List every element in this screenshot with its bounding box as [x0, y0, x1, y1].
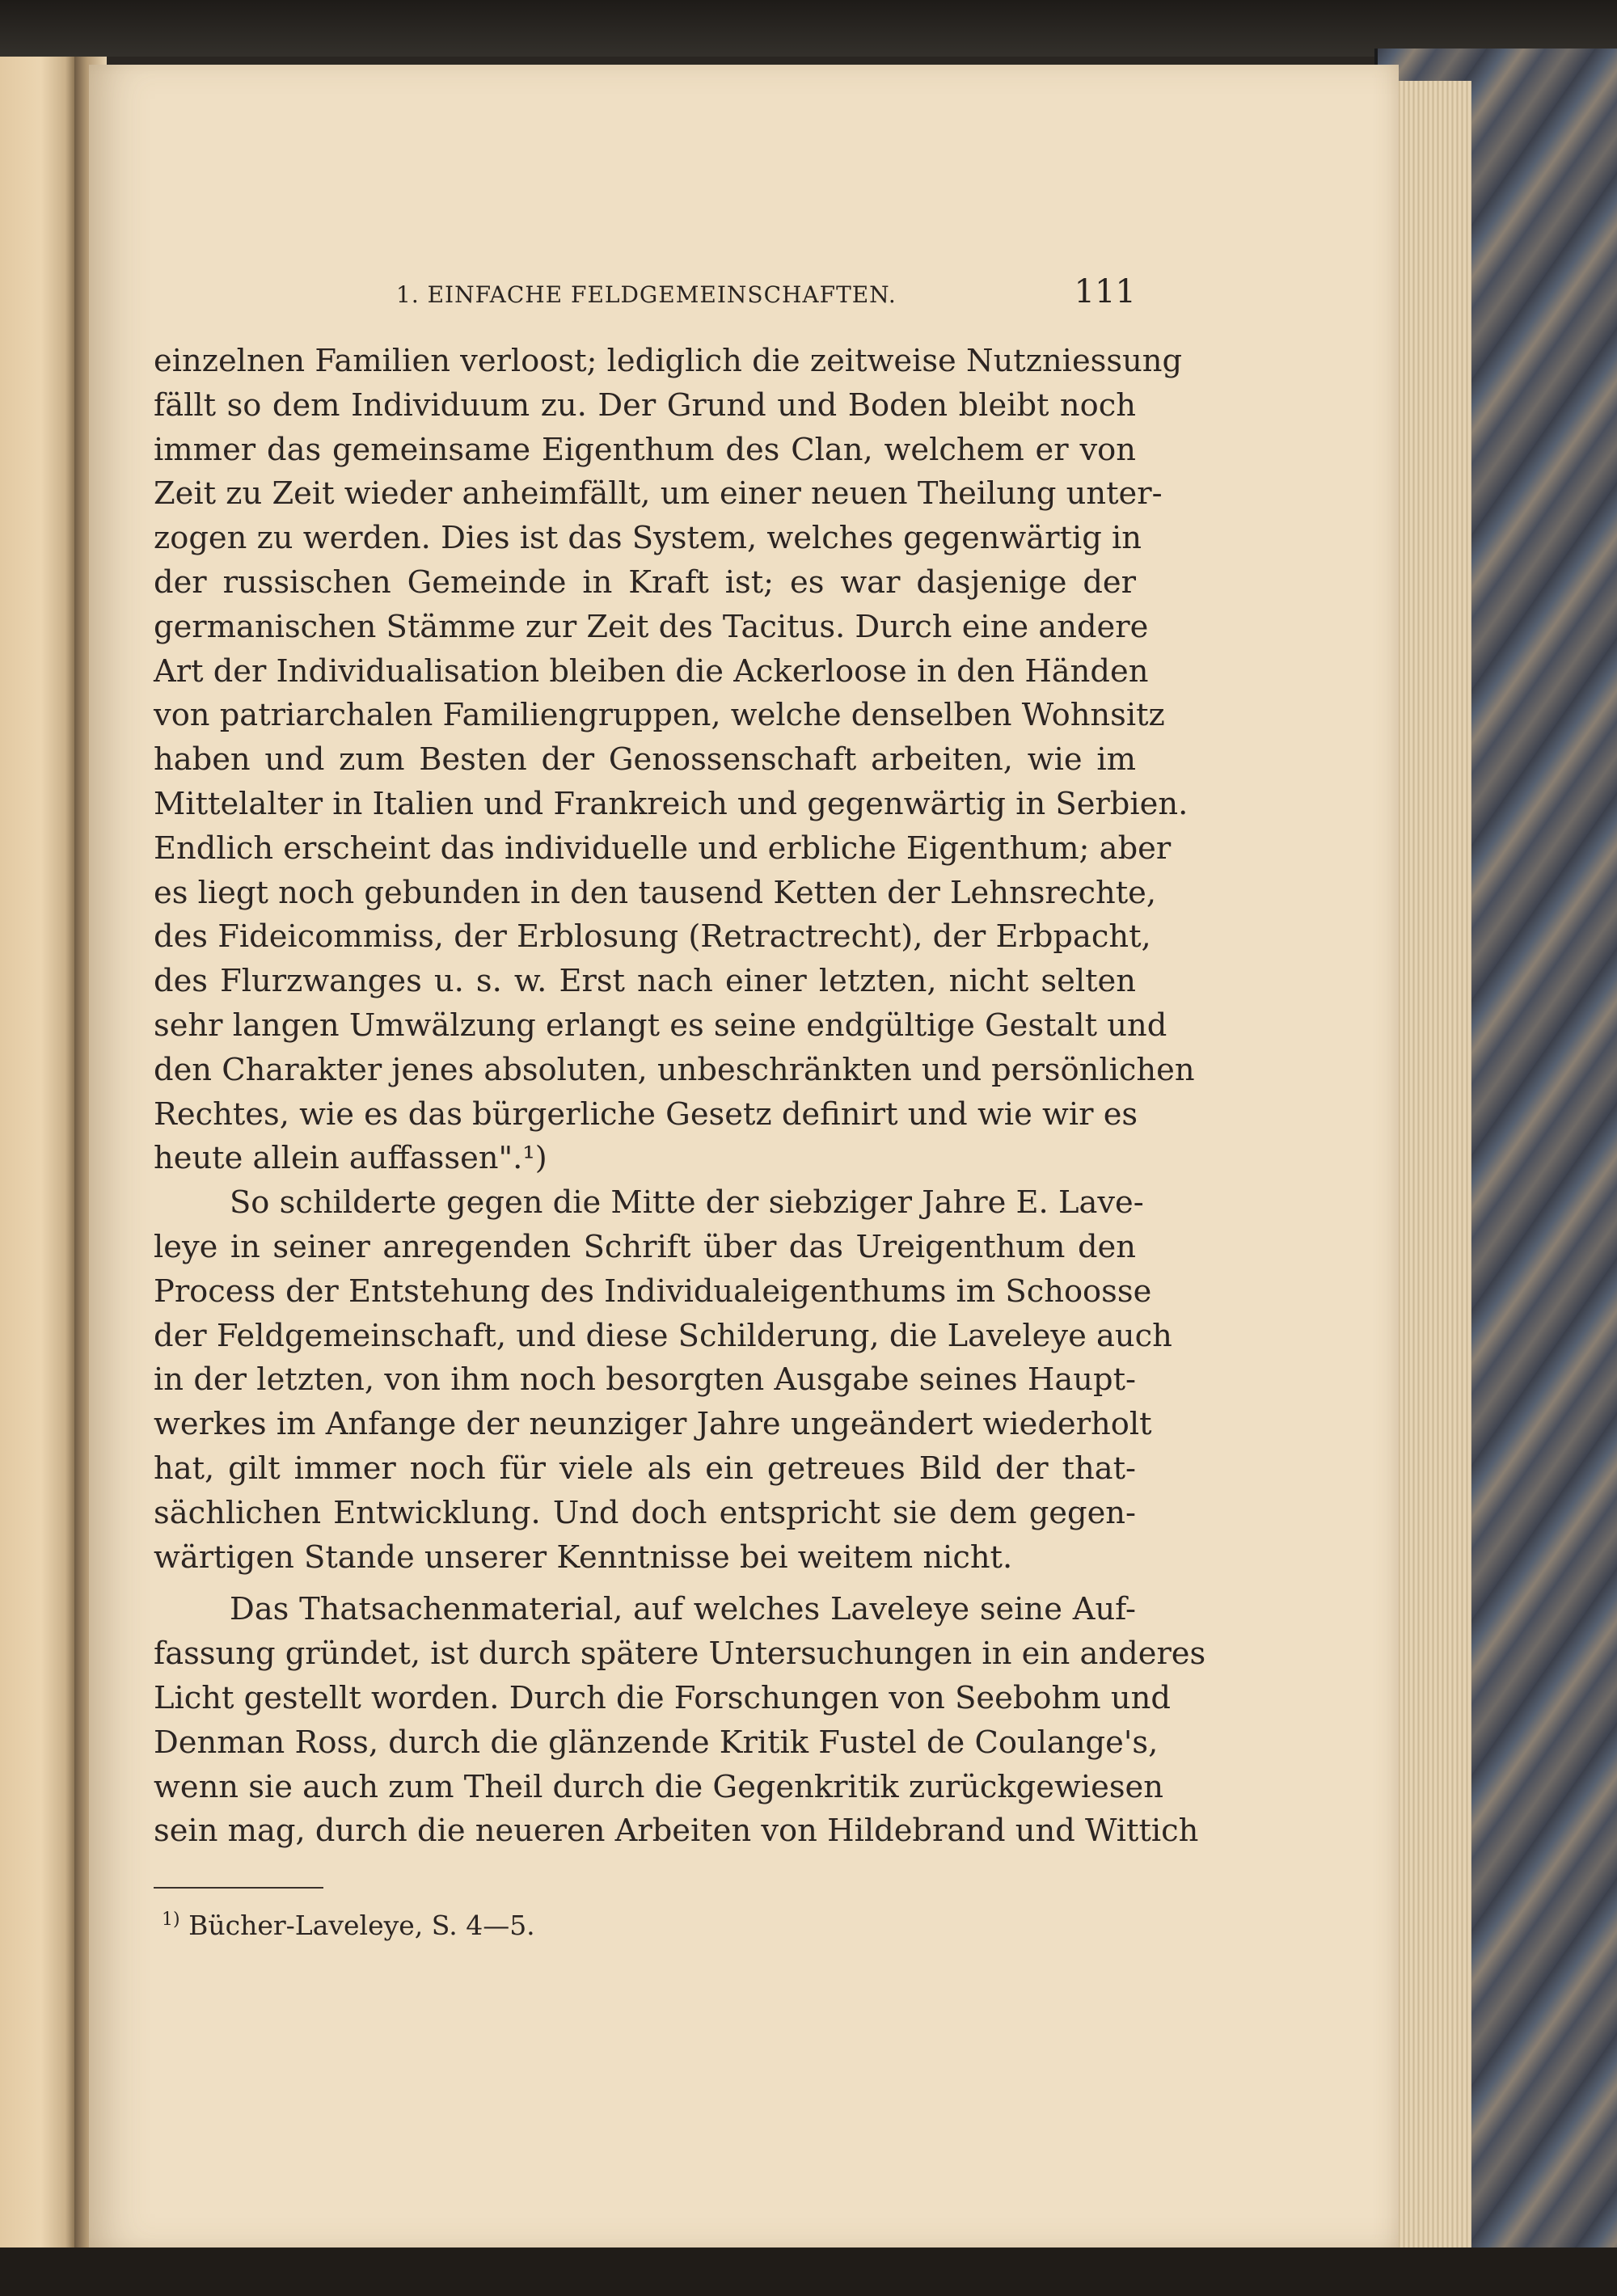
left-page-edge [0, 57, 74, 2256]
text-line: sächlichen Entwicklung. Und doch entspricht sie dem gegen- [154, 1494, 1136, 1531]
text-line: Das Thatsachenmaterial, auf welches Laveleye seine Auf- [230, 1591, 1136, 1628]
text-line: Denman Ross, durch die glänzende Kritik Fustel de Coulange's, [154, 1724, 1159, 1761]
text-line: haben und zum Besten der Genossenschaft arbeiten, wie im [154, 741, 1136, 779]
text-line: heute allein auffassen".¹) [154, 1140, 547, 1177]
text-line: in der letzten, von ihm noch besorgten Ausgabe seines Haupt- [154, 1361, 1136, 1399]
running-head [154, 273, 1136, 322]
text-line: von patriarchalen Familiengruppen, welche denselben Wohnsitz [154, 697, 1165, 734]
background-bottom [0, 2247, 1617, 2296]
page-fore-edge [1391, 81, 1471, 2256]
footnote-divider [154, 1887, 323, 1889]
text-line: der russischen Gemeinde in Kraft ist; es war dasjenige der [154, 563, 1136, 601]
text-line: der Feldgemeinschaft, und diese Schilderung, die Laveleye auch [154, 1317, 1172, 1354]
text-line: des Fideicommiss, der Erblosung (Retractrecht), der Erbpacht, [154, 918, 1151, 956]
text-line: werkes im Anfange der neunziger Jahre ungeändert wiederholt [154, 1406, 1152, 1443]
text-line: fällt so dem Individuum zu. Der Grund und Boden bleibt noch [154, 386, 1136, 424]
text-line: fassung gründet, ist durch spätere Untersuchungen in ein anderes [154, 1635, 1206, 1673]
text-line: hat, gilt immer noch für viele als ein getreues Bild der that- [154, 1450, 1136, 1487]
text-line: sehr langen Umwälzung erlangt es seine endgültige Gestalt und [154, 1007, 1167, 1044]
text-line: einzelnen Familien verloost; lediglich die zeitweise Nutzniessung [154, 343, 1183, 379]
page-number: 111 [1074, 273, 1136, 310]
footnote-text: Bücher-Laveleye, S. 4—5. [188, 1910, 535, 1941]
text-line: wenn sie auch zum Theil durch die Gegenkritik zurückgewiesen [154, 1768, 1163, 1805]
text-line: immer das gemeinsame Eigenthum des Clan, welchem er von [154, 431, 1136, 468]
text-line: Endlich erscheint das individuelle und erbliche Eigenthum; aber [154, 829, 1172, 867]
text-line: zogen zu werden. Dies ist das System, welches gegenwärtig in [154, 520, 1142, 557]
text-line: sein mag, durch die neueren Arbeiten von Hildebrand und Wittich [154, 1813, 1199, 1850]
text-line: Mittelalter in Italien und Frankreich und gegenwärtig in Serbien. [154, 785, 1188, 822]
text-line: Licht gestellt worden. Durch die Forschungen von Seebohm und [154, 1679, 1171, 1716]
body-text [154, 340, 1206, 1854]
text-line: es liegt noch gebunden in den tausend Ketten der Lehnsrechte, [154, 874, 1157, 911]
chapter-title: 1. EINFACHE FELDGEMEINSCHAFTEN. [396, 281, 897, 308]
text-line: den Charakter jenes absoluten, unbeschränkten und persönlichen [154, 1051, 1195, 1088]
footnote-marker: 1) [162, 1910, 180, 1930]
text-line: Process der Entstehung des Individualeigenthums im Schoosse [154, 1273, 1152, 1310]
text-line: Zeit zu Zeit wieder anheimfällt, um einer neuen Theilung unter- [154, 475, 1163, 513]
text-line: germanischen Stämme zur Zeit des Tacitus. Durch eine andere [154, 608, 1149, 645]
text-line: So schilderte gegen die Mitte der siebziger Jahre E. Lave- [230, 1184, 1144, 1222]
text-line: Rechtes, wie es das bürgerliche Gesetz definirt und wie wir es [154, 1095, 1138, 1133]
text-line: leye in seiner anregenden Schrift über das Ureigenthum den [154, 1228, 1136, 1265]
text-line: wärtigen Stande unserer Kenntnisse bei weitem nicht. [154, 1538, 1013, 1576]
text-line: Art der Individualisation bleiben die Ackerloose in den Händen [154, 652, 1149, 690]
footnote [162, 1910, 535, 1941]
text-line: des Flurzwanges u. s. w. Erst nach einer letzten, nicht selten [154, 963, 1136, 1000]
